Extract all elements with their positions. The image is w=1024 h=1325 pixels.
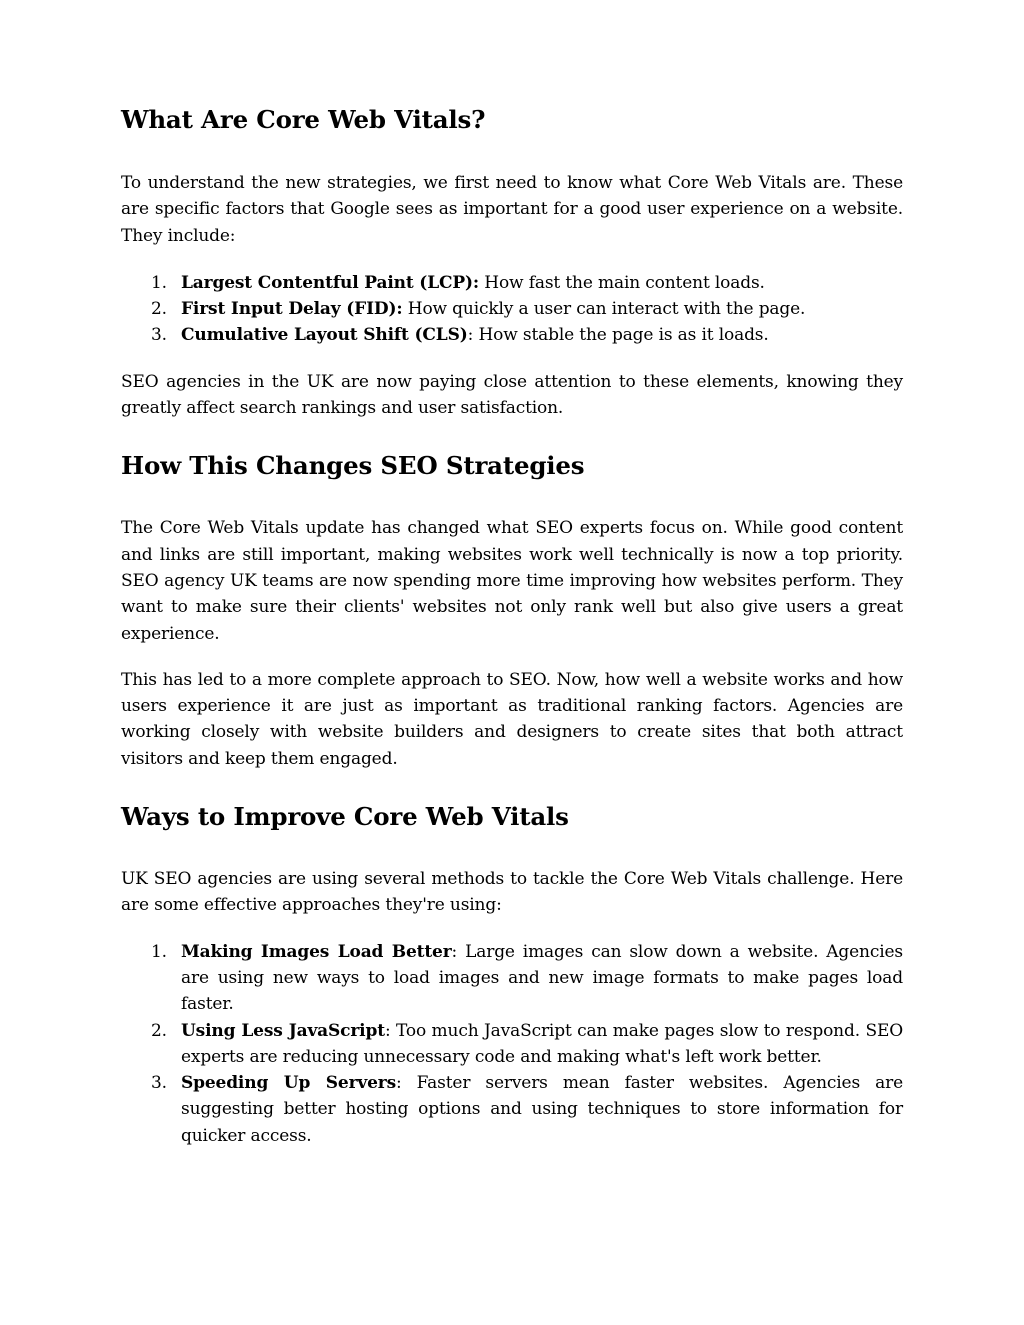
list-item-term: Cumulative Layout Shift (CLS) bbox=[181, 325, 468, 346]
list-number: 1. bbox=[151, 941, 167, 962]
list-item-text: : Faster servers mean faster websites. Agencies are suggesting better hosting options and using techniques to store information for quicker access. bbox=[181, 1073, 903, 1146]
paragraph: UK SEO agencies are using several methods to tackle the Core Web Vitals challenge. Here are some effective approaches they're using: bbox=[121, 869, 903, 916]
list-item-term: Making Images Load Better bbox=[181, 941, 452, 962]
list-item-text: : Too much JavaScript can make pages slow to respond. SEO experts are reducing unnecessary code and making what's left work better. bbox=[181, 1020, 903, 1067]
list-item-term: Largest Contentful Paint (LCP): bbox=[181, 272, 480, 293]
paragraph: To understand the new strategies, we first need to know what Core Web Vitals are. These are specific factors that Google sees as important for a good user experience on a website. They include: bbox=[121, 173, 903, 246]
paragraph: This has led to a more complete approach to SEO. Now, how well a website works and how users experience it are just as important as traditional ranking factors. Agencies are working closely with website builders and designers to create sites that both attract visitors and keep them engaged. bbox=[121, 669, 903, 769]
document-page bbox=[121, 104, 903, 1149]
list-item bbox=[121, 1018, 903, 1071]
paragraph: The Core Web Vitals update has changed what SEO experts focus on. While good content and links are still important, making websites work well technically is now a top priority. SEO agency UK teams are now spending more time improving how websites perform. They want to make sure their clients' websites not only rank well but also give users a great experience. bbox=[121, 518, 903, 644]
paragraph: SEO agencies in the UK are now paying close attention to these elements, knowing they greatly affect search rankings and user satisfaction. bbox=[121, 371, 903, 419]
list-number: 3. bbox=[151, 325, 167, 346]
list-item-text: : Large images can slow down a website. Agencies are using new ways to load images and new image formats to make pages load faster. bbox=[181, 941, 903, 1015]
list-item bbox=[121, 1070, 903, 1149]
numbered-list bbox=[121, 939, 903, 1149]
list-item-text: How fast the main content loads. bbox=[479, 272, 765, 293]
numbered-list bbox=[121, 270, 903, 349]
list-item-term: First Input Delay (FID): bbox=[181, 299, 403, 320]
list-item-text: How quickly a user can interact with the page. bbox=[402, 299, 806, 320]
list-item bbox=[121, 939, 903, 1018]
list-number: 3. bbox=[151, 1073, 167, 1094]
section-heading: Ways to Improve Core Web Vitals bbox=[121, 802, 569, 832]
list-item-text: : How stable the page is as it loads. bbox=[467, 325, 769, 346]
list-number: 2. bbox=[151, 299, 167, 320]
list-item-term: Using Less JavaScript bbox=[181, 1020, 385, 1041]
list-item-term: Speeding Up Servers bbox=[181, 1073, 397, 1094]
list-number: 1. bbox=[151, 272, 167, 293]
section-heading: How This Changes SEO Strategies bbox=[121, 451, 585, 481]
list-item bbox=[121, 322, 903, 348]
list-item bbox=[121, 296, 903, 322]
list-number: 2. bbox=[151, 1020, 167, 1041]
list-item bbox=[121, 270, 903, 296]
section-heading: What Are Core Web Vitals? bbox=[121, 105, 486, 134]
